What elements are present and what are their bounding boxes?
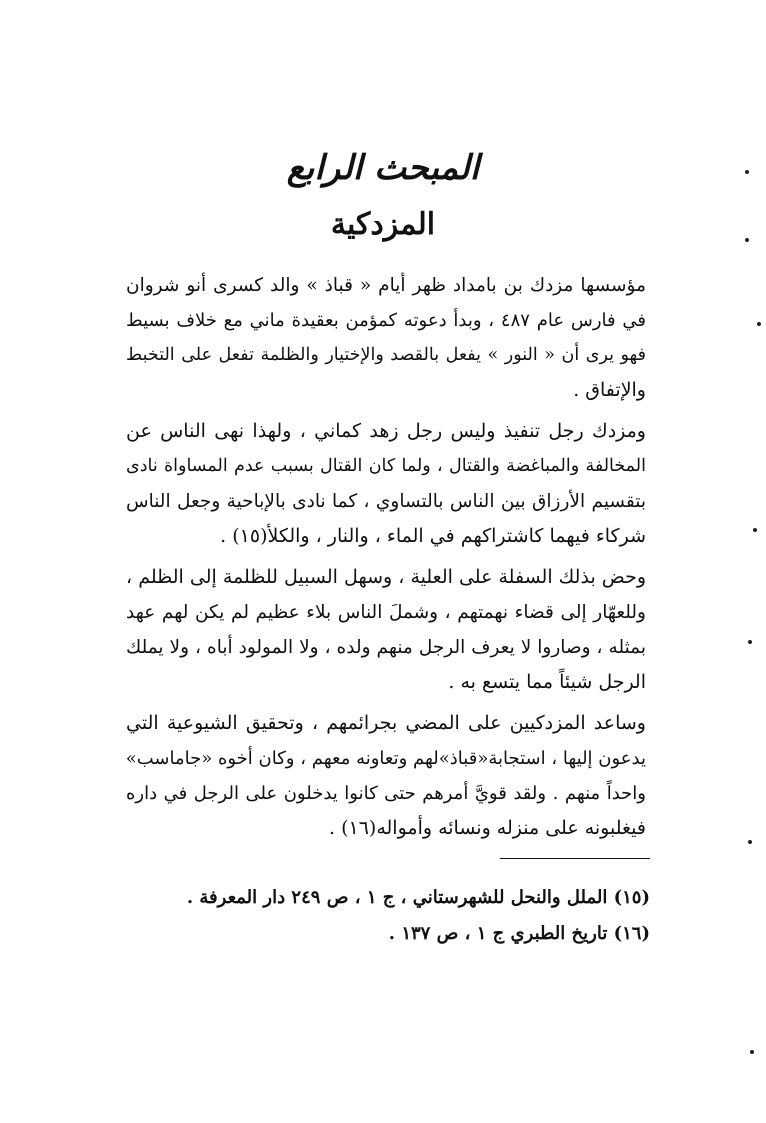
paragraph-line: يدعون إليها ، استجابة«قباذ»لهم وتعاونه معهم ، وكان أخوه «جاماسب» xyxy=(125,748,646,769)
paragraph-line: بتقسيم الأرزاق بين الناس بالتساوي ، كما نادى بالإباحية وجعل الناس xyxy=(126,491,646,512)
margin-speck xyxy=(748,840,752,844)
paragraph-line: فهو يرى أن « النور » يفعل بالقصد والإختيار والظلمة تفعل على التخبط xyxy=(126,345,646,365)
paragraph-line: بمثله ، وصاروا لا يعرف الرجل منهم ولده ، ولا المولود أباه ، ولا يملك xyxy=(126,637,646,658)
paragraph-line: وللعهّار إلى قضاء نهمتهم ، وشملَ الناس بلاء عظيم لم يكن لهم عهد xyxy=(126,602,646,623)
paragraph-line: فيغلبونه على منزله ونسائه وأمواله(١٦) . xyxy=(329,817,646,839)
margin-speck xyxy=(745,238,749,242)
footnotes xyxy=(150,880,650,952)
paragraph-line: وحض بذلك السفلة على العلية ، وسهل السبيل للظلمة إلى الظلم ، xyxy=(126,566,646,588)
paragraph-line: شركاء فيهما كاشتراكهم في الماء ، والنار ، والكلأ(١٥) . xyxy=(220,525,646,547)
paragraph-1 xyxy=(126,268,646,408)
paragraph-line: واحداً منهم . ولقد قويَّ أمرهم حتى كانوا يدخلون على الرجل في داره xyxy=(126,783,646,804)
paragraph-2 xyxy=(126,414,646,554)
paragraph-line: والإتفاق . xyxy=(573,379,646,401)
footnote-16: (١٦) تاريخ الطبري ج ١ ، ص ١٣٧ . xyxy=(388,923,650,944)
page-title: المزدكية xyxy=(330,207,436,242)
section-label: المبحث الرابع xyxy=(286,148,480,188)
paragraph-3 xyxy=(126,560,646,700)
paragraph-line: في فارس عام ٤٨٧ ، وبدأ دعوته كمؤمن بعقيدة ماني مع خلاف بسيط xyxy=(126,310,646,331)
paragraph-line: مؤسسها مزدك بن بامداد ظهر أيام « قباذ » والد كسرى أنو شروان xyxy=(126,275,646,296)
margin-speck xyxy=(745,170,749,174)
margin-speck xyxy=(750,1050,754,1054)
paragraph-line: الرجل شيئاً مما يتسع به . xyxy=(448,671,646,693)
footnote-15: (١٥) الملل والنحل للشهرستاني ، ج ١ ، ص ٢٤٩ دار المعرفة . xyxy=(186,887,650,908)
margin-speck xyxy=(748,640,752,644)
paragraph-4 xyxy=(126,706,646,846)
paragraph-line: ومزدك رجل تنفيذ وليس رجل زهد كماني ، ولهذا نهى الناس عن xyxy=(126,420,646,442)
footnote-divider xyxy=(500,858,650,859)
paragraph-line: المخالفة والمباغضة والقتال ، ولما كان القتال بسبب عدم المساواة نادى xyxy=(126,456,646,476)
margin-speck xyxy=(757,322,761,326)
margin-speck xyxy=(753,528,757,532)
paragraph-line: وساعد المزدكيين على المضي بجرائمهم ، وتحقيق الشيوعية التي xyxy=(126,712,646,734)
